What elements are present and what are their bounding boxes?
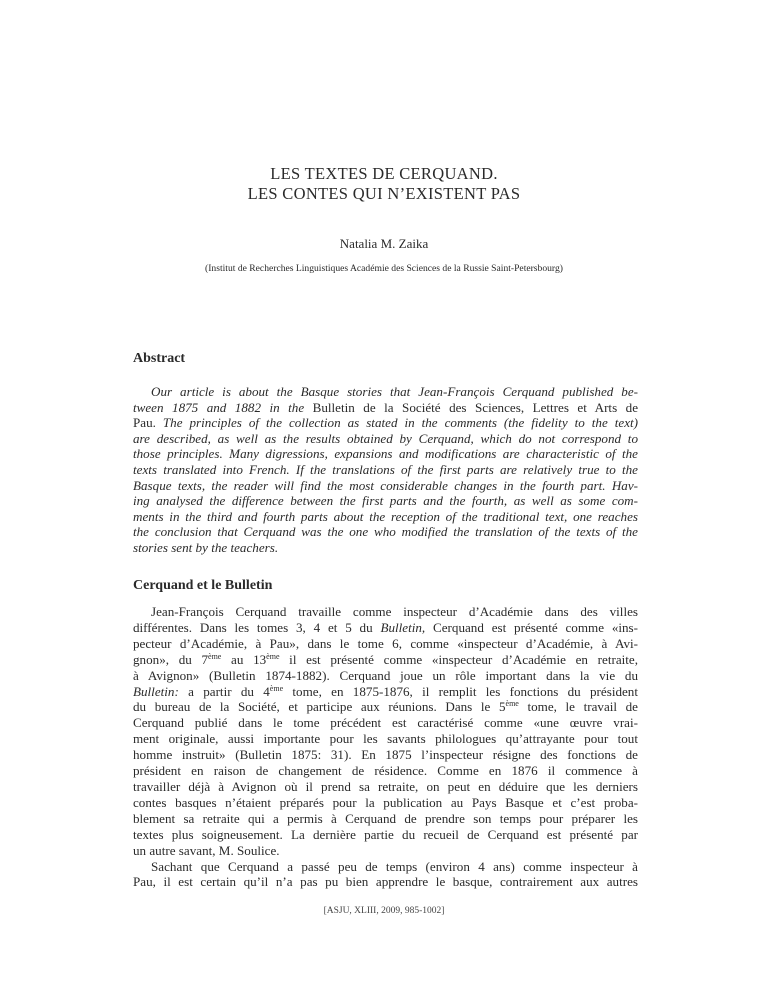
text-line bbox=[133, 811, 638, 827]
author-affiliation: (Institut de Recherches Linguistiques Académie des Sciences de la Russie Saint-Petersbourg) bbox=[205, 263, 563, 274]
author-name: Natalia M. Zaika bbox=[339, 236, 429, 251]
text-segment: travailler déjà à Avignon où il prend sa retraite, on peut en déduire que les derniers bbox=[133, 778, 638, 794]
text-segment: du bureau de la Société, et participe aux réunions. Dans le 5 bbox=[133, 699, 506, 715]
text-line bbox=[133, 795, 638, 811]
italic-text: the conclusion that Cerquand was the one who modified the translation of the texts of the bbox=[133, 524, 638, 540]
text-segment: ment originale, aussi importante pour les savants philologues qu’attrayante pour tout bbox=[133, 731, 638, 747]
text-line bbox=[133, 715, 638, 731]
text-segment: tome, le travail de bbox=[518, 699, 638, 715]
abstract-heading: Abstract bbox=[133, 351, 186, 366]
text-segment: il est présenté comme «inspecteur d’Académie en retraite, bbox=[279, 651, 638, 667]
superscript: ème bbox=[269, 683, 284, 693]
italic-text: ments in the third and fourth parts about the reception of the traditional text, one reaches bbox=[133, 508, 638, 524]
text-segment: Pau. bbox=[133, 415, 163, 431]
text-line bbox=[133, 446, 638, 462]
text-line bbox=[133, 859, 638, 875]
text-segment: président en raison de changement de résidence. Comme en 1876 il commence à bbox=[133, 763, 638, 779]
text-line bbox=[133, 668, 638, 684]
text-segment: blement sa retraite qui a permis à Cerquand de prendre son temps pour préparer les bbox=[133, 810, 638, 826]
superscript: ème bbox=[266, 651, 280, 661]
page-footer-citation: [ASJU, XLIII, 2009, 985-1002] bbox=[323, 906, 445, 916]
text-line bbox=[133, 604, 638, 620]
italic-text: those principles. Many digressions, expansions and modifications are characteristic of the bbox=[133, 446, 638, 462]
italic-text: ing analysed the difference between the first parts and the fourth, as well as some com- bbox=[133, 493, 638, 509]
text-line bbox=[133, 874, 638, 890]
section-heading: Cerquand et le Bulletin bbox=[133, 578, 273, 593]
text-segment: un autre savant, M. Soulice. bbox=[133, 842, 280, 858]
text-line bbox=[133, 493, 638, 509]
article-title bbox=[0, 164, 768, 204]
text-line bbox=[133, 779, 638, 795]
italic-text: The principles of the collection as stated in the comments (the fidelity to the text) bbox=[162, 415, 638, 431]
text-line bbox=[133, 747, 638, 763]
title-line-1: LES TEXTES DE CERQUAND. bbox=[270, 164, 498, 183]
text-line bbox=[133, 384, 638, 400]
text-segment: Cerquand publié dans le tome précédent est caractérisé comme «une œuvre vrai- bbox=[133, 715, 638, 731]
text-line bbox=[133, 524, 638, 540]
text-line bbox=[133, 431, 638, 447]
italic-text: stories sent by the teachers. bbox=[133, 539, 279, 555]
section-body-text bbox=[133, 604, 638, 890]
text-line bbox=[133, 636, 638, 652]
text-segment: au 13 bbox=[221, 651, 267, 667]
text-segment: homme instruit» (Bulletin 1875: 31). En 1875 l’inspecteur résigne des fonctions de bbox=[133, 747, 638, 763]
text-line bbox=[133, 415, 638, 431]
italic-text: Basque texts, the reader will find the most considerable changes in the fourth part. Hav- bbox=[133, 477, 638, 493]
italic-text: tween 1875 and 1882 in the bbox=[133, 399, 305, 415]
text-line bbox=[133, 699, 638, 715]
text-line bbox=[133, 540, 638, 556]
text-line bbox=[133, 478, 638, 494]
text-segment: Pau, il est certain qu’il n’a pas pu bien apprendre le basque, contrairement aux autres bbox=[133, 874, 638, 890]
text-line bbox=[133, 827, 638, 843]
text-segment: tome, en 1875-1876, il remplit les fonctions du président bbox=[283, 683, 638, 699]
text-segment: textes plus soigneusement. La dernière partie du recueil de Cerquand est présenté par bbox=[133, 826, 638, 842]
text-line bbox=[133, 652, 638, 668]
text-segment: Bulletin de la Société des Sciences, Lettres et Arts de bbox=[304, 399, 638, 415]
superscript: ème bbox=[208, 651, 222, 661]
text-segment: pecteur d’Académie, à Pau», dans le tome 6, comme «inspecteur d’Académie, à Avi- bbox=[133, 635, 638, 651]
text-segment: Sachant que Cerquand a passé peu de temps (environ 4 ans) comme inspecteur à bbox=[151, 858, 638, 874]
text-segment: contes basques n’étaient préparés pour la publication au Pays Basque et c’est proba- bbox=[133, 794, 638, 810]
text-segment: différentes. Dans les tomes 3, 4 et 5 du bbox=[133, 619, 381, 635]
text-line bbox=[133, 400, 638, 416]
text-line bbox=[133, 462, 638, 478]
text-line bbox=[133, 843, 638, 859]
text-segment: Cerquand est présenté comme «ins- bbox=[425, 619, 639, 635]
italic-text: texts translated into French. If the translations of the first parts are relatively true to the bbox=[133, 461, 638, 477]
title-line-2: LES CONTES QUI N’EXISTENT PAS bbox=[247, 184, 521, 203]
italic-text: Bulletin: bbox=[133, 683, 179, 699]
italic-text: Bulletin, bbox=[380, 619, 426, 635]
text-line bbox=[133, 509, 638, 525]
text-segment: gnon», du 7 bbox=[133, 651, 209, 667]
text-segment: a partir du 4 bbox=[178, 683, 270, 699]
text-line bbox=[133, 620, 638, 636]
superscript: ème bbox=[505, 699, 519, 709]
text-segment: Jean-François Cerquand travaille comme inspecteur d’Académie dans des villes bbox=[151, 604, 638, 619]
text-line bbox=[133, 684, 638, 700]
italic-text: are described, as well as the results obtained by Cerquand, which do not correspond to bbox=[133, 430, 638, 446]
text-segment: à Avignon» (Bulletin 1874-1882). Cerquand joue un rôle important dans la vie du bbox=[133, 667, 638, 683]
text-line bbox=[133, 763, 638, 779]
italic-text: Our article is about the Basque stories that Jean-François Cerquand published be- bbox=[151, 384, 638, 399]
text-line bbox=[133, 731, 638, 747]
abstract-text bbox=[133, 384, 638, 556]
